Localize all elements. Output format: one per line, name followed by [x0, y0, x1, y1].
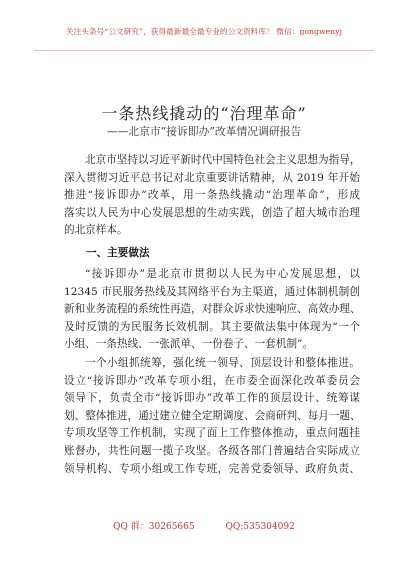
intro-paragraph: [64, 152, 360, 240]
intro-line: 推进“接诉即办”改革，用一条热线撬动“治理革命”，形成: [64, 189, 360, 202]
qq-number: QQ:535304092: [225, 522, 295, 532]
intro-line: 深入贯彻习近平总书记对北京重要讲话精神，从 2019 年开始: [64, 171, 360, 184]
section1-line: 小组、一条热线、一张派单、一份卷子、一套机制”。: [64, 338, 314, 351]
qq-group-number: QQ 群：30265665: [113, 522, 195, 532]
section1-line: 及时反馈的为民服务长效机制。其主要做法集中体现为“一个: [64, 320, 360, 333]
section1-sub-line: 划、整体推进，通过建立健全定期调度、会商研判、每月一题、: [64, 409, 361, 422]
section1-sub-line: 一个小组抓统筹，强化统一领导、顶层设计和整体推进。: [85, 357, 360, 369]
section1-line: 12345 市民服务热线及其网络平台为主渠道，通过体制机制创: [64, 285, 360, 298]
intro-line: 落实以人民为中心发展思想的生动实践，创造了超大城市治理: [64, 206, 360, 219]
section1-line: 新和业务流程的系统性再造，对群众诉求快速响应、高效办理、: [64, 303, 361, 316]
document-title: 一条热线撬动的“治理革命”: [101, 104, 307, 123]
section1-sub-line: 账督办，共性问题一揽子攻坚。各级各部门普遍结合实际成立: [64, 444, 360, 457]
section1-line: “接诉即办”是北京市贯彻以人民为中心发展思想，以: [85, 268, 360, 280]
intro-line: 北京市坚持以习近平新时代中国特色社会主义思想为指导，: [85, 154, 361, 166]
section1-paragraph: [64, 266, 360, 354]
section1-sub-line: 领导下，负责全市“接诉即办”改革工作的顶层设计、统筹谋: [64, 392, 360, 405]
section1-sub-line: 领导机构、专项小组或工作专班，完善党委领导、政府负责、: [64, 462, 360, 475]
document-subtitle: ——北京市“接诉即办”改革情况调研报告: [106, 125, 302, 138]
section1-sub-line: 专项攻坚等工作机制，实现了面上工作整体推动，重点问题挂: [64, 427, 360, 440]
footer-contact: [0, 519, 408, 532]
section1-sub-paragraph: [64, 355, 360, 478]
section-heading: 一、主要做法: [86, 247, 150, 259]
section1-sub-line: 设立“接诉即办”改革专项小组，在市委全面深化改革委员会: [64, 374, 360, 387]
header-divider: [34, 50, 374, 51]
header-banner: 关注头条号“公文研究”，获得最新最全最专业的公文资料库！ 微信：gongwenyj: [65, 27, 343, 36]
intro-line: 的北京样本。: [64, 224, 128, 237]
